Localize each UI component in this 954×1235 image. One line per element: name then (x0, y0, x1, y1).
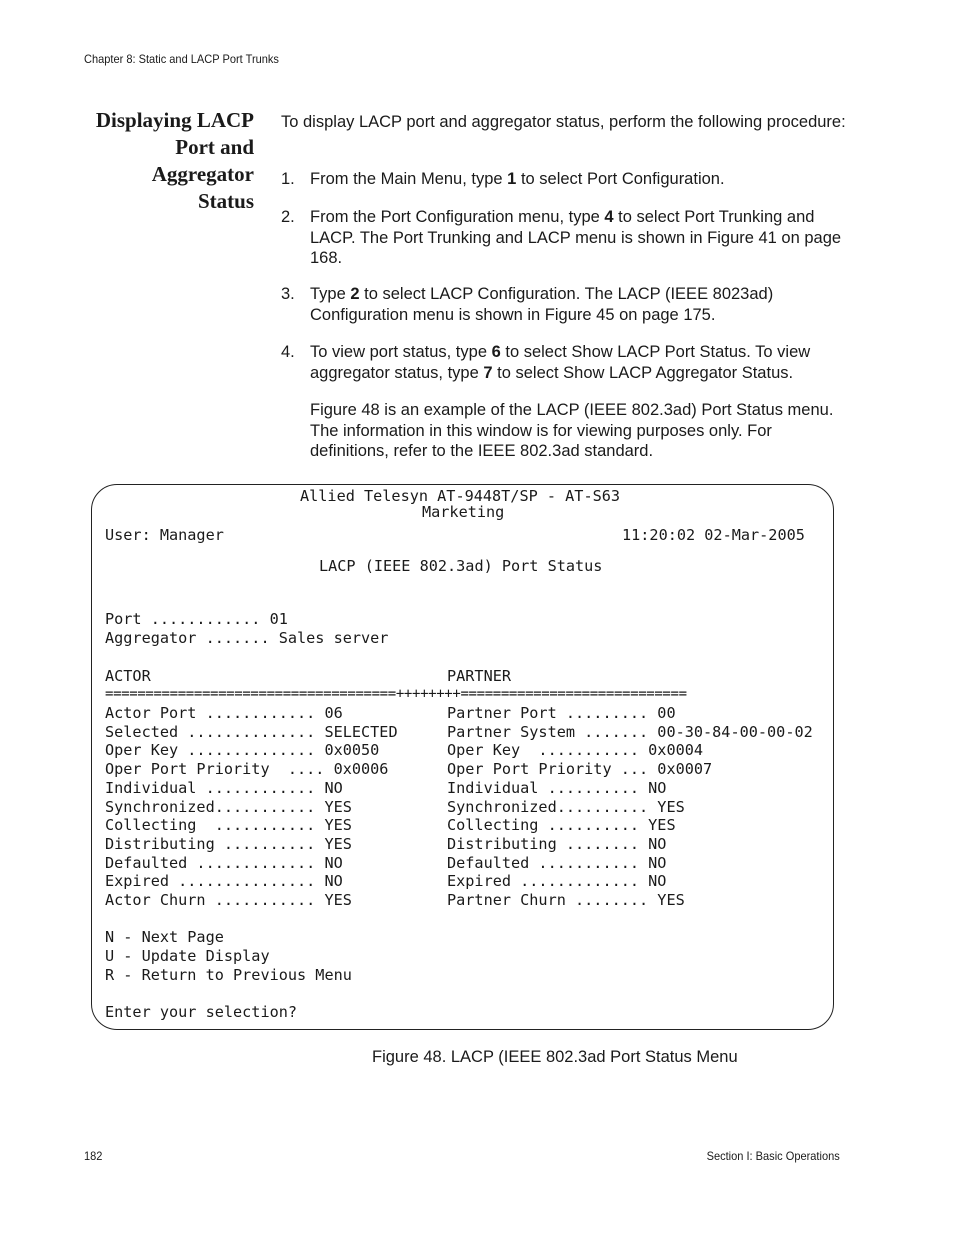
partner-row: Defaulted ........... NO (447, 854, 667, 872)
partner-row: Partner System ....... 00-30-84-00-00-02 (447, 723, 813, 741)
partner-row: Oper Port Priority ... 0x0007 (447, 760, 713, 778)
actor-row: Distributing .......... YES (105, 835, 352, 853)
screen-aggregator: Aggregator ....... Sales server (105, 629, 389, 647)
step-text: From the Main Menu, type 1 to select Port Configuration. (310, 170, 725, 188)
partner-header: PARTNER (447, 667, 512, 685)
section-name: Section I: Basic Operations (706, 1149, 840, 1163)
followup-paragraph: Figure 48 is an example of the LACP (IEEE 802.3ad) Port Status menu. The information in this window is for viewing purposes only. For definitions, refer to the IEEE 802.3ad standard. (310, 401, 834, 460)
actor-row: Actor Churn ........... YES (105, 891, 352, 909)
step-text: To view port status, type 6 to select Show LACP Port Status. To view aggregator status, type 7 to select Show LACP Aggregator Status. (310, 343, 811, 382)
step-number: 1. (281, 170, 295, 188)
actor-row: Individual ............ NO (105, 779, 343, 797)
actor-row: Actor Port ............ 06 (105, 704, 343, 722)
section-heading (60, 107, 254, 215)
menu-option-next-page[interactable]: N - Next Page (105, 928, 224, 946)
step-number: 2. (281, 208, 295, 226)
partner-row: Individual .......... NO (447, 779, 667, 797)
partner-row: Expired ............. NO (447, 872, 667, 890)
partner-row: Synchronized.......... YES (447, 798, 685, 816)
selection-prompt[interactable]: Enter your selection? (105, 1003, 298, 1021)
step-number: 3. (281, 285, 295, 303)
screen-divider: ====================================++++++++============================ (105, 686, 687, 702)
partner-row: Partner Port ......... 00 (447, 704, 676, 722)
step-text: Type 2 to select LACP Configuration. The LACP (IEEE 8023ad) Configuration menu is shown in Figure 45 on page 175. (310, 285, 774, 324)
section-heading-line: Displaying LACP (95, 108, 254, 132)
section-heading-line: Port and (175, 135, 254, 159)
screen-title: Allied Telesyn AT-9448T/SP - AT-S63 (300, 487, 621, 505)
actor-row: Oper Key .............. 0x0050 (105, 741, 380, 759)
running-head: Chapter 8: Static and LACP Port Trunks (84, 52, 279, 66)
actor-row: Collecting ........... YES (105, 816, 352, 834)
actor-row: Selected .............. SELECTED (105, 723, 398, 741)
menu-option-return[interactable]: R - Return to Previous Menu (105, 966, 352, 984)
actor-header: ACTOR (105, 667, 151, 685)
actor-row: Defaulted ............. NO (105, 854, 343, 872)
partner-row: Oper Key ........... 0x0004 (447, 741, 704, 759)
screen-datetime: 11:20:02 02-Mar-2005 (622, 526, 805, 544)
partner-row: Collecting .......... YES (447, 816, 676, 834)
screen-menu-title: LACP (IEEE 802.3ad) Port Status (319, 557, 603, 575)
actor-row: Oper Port Priority .... 0x0006 (105, 760, 389, 778)
step-text: From the Port Configuration menu, type 4 to select Port Trunking and LACP. The Port Trunking and LACP menu is shown in Figure 41 on page 168. (310, 208, 842, 267)
actor-row: Synchronized........... YES (105, 798, 352, 816)
screen-location: Marketing (422, 503, 505, 521)
intro-paragraph: To display LACP port and aggregator status, perform the following procedure: (281, 113, 846, 131)
figure-caption: Figure 48. LACP (IEEE 802.3ad Port Status Menu (372, 1048, 738, 1066)
actor-row: Expired ............... NO (105, 872, 343, 890)
section-heading-line: Aggregator (151, 162, 254, 186)
page-number: 182 (84, 1149, 103, 1163)
partner-row: Distributing ........ NO (447, 835, 667, 853)
screen-port: Port ............ 01 (105, 610, 288, 628)
step-number: 4. (281, 343, 295, 361)
section-heading-line: Status (197, 189, 254, 213)
partner-row: Partner Churn ........ YES (447, 891, 685, 909)
menu-option-update-display[interactable]: U - Update Display (105, 947, 270, 965)
screen-user: User: Manager (105, 526, 224, 544)
